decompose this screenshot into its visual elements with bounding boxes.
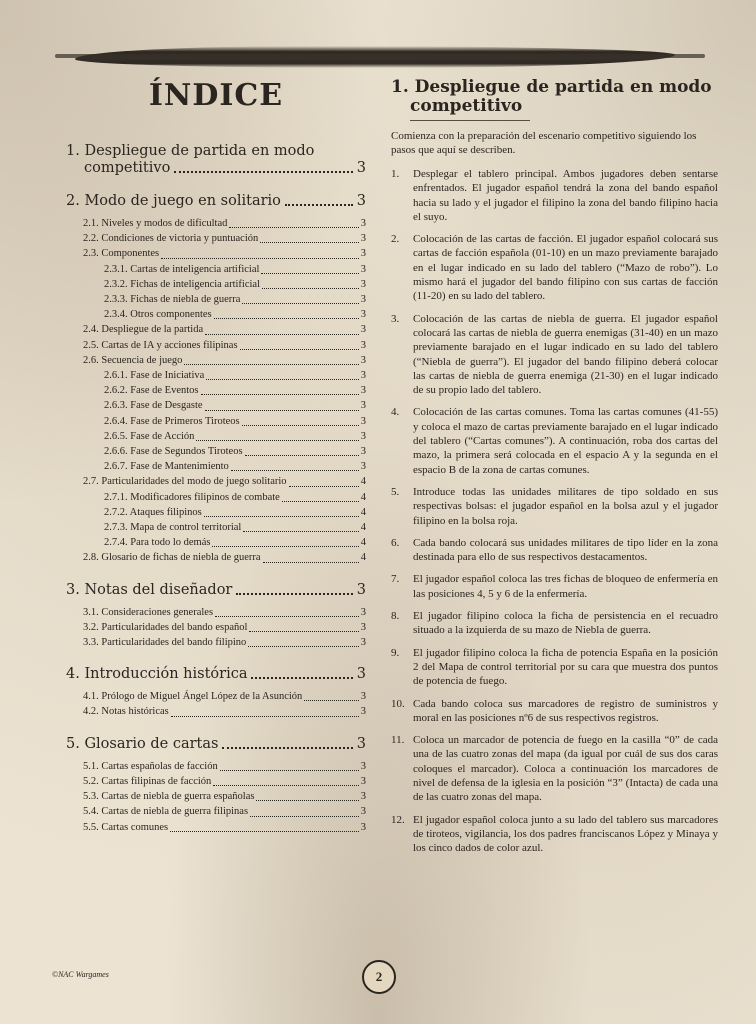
section-heading-line1: 1. Despliegue de partida en modo bbox=[391, 77, 712, 97]
toc-entry[interactable] bbox=[66, 368, 366, 383]
step-text: El jugador español coloca junto a su lado del tablero sus marcadores de tiroteos, vigilancia, los dos padres franciscanos López y Minaya y los cinco dados de color azul. bbox=[413, 813, 718, 855]
step-text: Cada bando coloca sus marcadores de registro de suministros y moral en las posiciones nº6 de sus respectivos registros. bbox=[413, 697, 718, 724]
toc-entry-label: 5.5. Cartas comunes bbox=[83, 821, 169, 833]
toc-entry[interactable] bbox=[66, 635, 366, 650]
toc-page-number: 3 bbox=[356, 735, 366, 752]
toc-page-number: 3 bbox=[360, 606, 366, 618]
toc-entry-label: 2.3.3. Fichas de niebla de guerra bbox=[104, 294, 241, 306]
section-heading bbox=[391, 78, 718, 121]
section-heading-line2: competitivo bbox=[410, 96, 523, 116]
toc-page-number: 4 bbox=[360, 552, 366, 564]
toc-page-number: 3 bbox=[360, 446, 366, 458]
toc-entry[interactable] bbox=[66, 231, 366, 246]
toc-page-number: 3 bbox=[360, 760, 366, 772]
step-text: Colocación de las cartas comunes. Toma las cartas comunes (41-55) y coloca el mazo de cartas previamente barajado en el lugar indicado del tablero (“Cartas comunes”). A continuación, roba dos cartas del mazo, la primera será colocada en el espacio A y la segunda en el espacio B de la zona de cartas comunes. bbox=[413, 406, 718, 476]
toc-entry[interactable] bbox=[66, 246, 366, 261]
toc-page-number: 3 bbox=[360, 806, 366, 818]
toc-title: ÍNDICE bbox=[148, 78, 284, 113]
toc-entry[interactable] bbox=[66, 759, 366, 774]
toc-page-number: 3 bbox=[360, 461, 366, 473]
toc-page-number: 3 bbox=[360, 354, 366, 366]
dot-leader bbox=[240, 349, 359, 350]
dot-leader bbox=[245, 455, 359, 456]
toc-page-number: 4 bbox=[360, 537, 366, 549]
toc-section-group bbox=[66, 582, 366, 651]
toc-entry[interactable] bbox=[66, 474, 366, 489]
setup-step bbox=[391, 646, 718, 689]
toc-entry-label: 2.8. Glosario de fichas de niebla de guerra bbox=[83, 552, 261, 564]
setup-step bbox=[391, 536, 718, 565]
toc-entry[interactable] bbox=[66, 216, 366, 231]
dot-leader bbox=[184, 364, 358, 365]
toc-page-number: 3 bbox=[360, 218, 366, 229]
step-text: El jugador filipino coloca la ficha de potencia España en la posición 2 del Mapa de control territorial por su cara que muestra dos puntos de potencia de fuego. bbox=[413, 646, 718, 688]
toc-page-number: 3 bbox=[360, 263, 366, 275]
step-number: 9. bbox=[391, 646, 400, 659]
dot-leader bbox=[204, 516, 359, 517]
toc-entry[interactable] bbox=[66, 535, 366, 550]
toc-entry-label: 2.7.1. Modificadores filipinos de combate bbox=[104, 491, 280, 503]
toc-entry[interactable] bbox=[66, 490, 366, 505]
toc-section-group bbox=[66, 666, 366, 719]
toc-section-group bbox=[66, 143, 366, 177]
toc-entry-label: 2.7.3. Mapa de control territorial bbox=[104, 522, 242, 534]
toc-section-heading[interactable] bbox=[66, 193, 366, 210]
toc-entry-label: 2.3.2. Fichas de inteligencia artificial bbox=[104, 278, 260, 290]
toc-page-number: 3 bbox=[360, 339, 366, 351]
intro-paragraph: Comienza con la preparación del escenario competitivo siguiendo los pasos que aquí se describen. bbox=[391, 130, 697, 156]
dot-leader bbox=[251, 677, 352, 679]
dot-leader bbox=[289, 486, 359, 487]
step-number: 11. bbox=[391, 734, 405, 747]
setup-step bbox=[391, 312, 718, 398]
dot-leader bbox=[215, 616, 359, 617]
page-number: 2 bbox=[362, 960, 396, 994]
toc-entry-label: 4.1. Prólogo de Miguel Ángel López de la Asunción bbox=[83, 691, 303, 703]
toc-page-number: 3 bbox=[360, 233, 366, 245]
toc-section-title: 2. Modo de juego en solitario bbox=[66, 193, 281, 209]
dot-leader bbox=[304, 700, 358, 701]
toc-entry[interactable] bbox=[66, 820, 366, 835]
toc-page-number: 3 bbox=[360, 706, 366, 718]
toc-page-number: 3 bbox=[356, 193, 366, 209]
setup-step bbox=[391, 572, 718, 601]
toc-section-heading[interactable] bbox=[66, 666, 366, 683]
toc-entry[interactable] bbox=[66, 605, 366, 620]
toc-entry[interactable] bbox=[66, 262, 366, 277]
dot-leader bbox=[285, 204, 353, 206]
toc-entry-label: 2.6.5. Fase de Acción bbox=[104, 430, 195, 442]
toc-entry[interactable] bbox=[66, 789, 366, 804]
toc-entry[interactable] bbox=[66, 774, 366, 789]
toc-entry-label: 2.6. Secuencia de juego bbox=[83, 354, 183, 366]
toc-body bbox=[66, 143, 366, 835]
dot-leader bbox=[201, 394, 359, 395]
toc-entry-label: 2.3.4. Otros componentes bbox=[104, 309, 212, 321]
step-text: Coloca un marcador de potencia de fuego en la casilla “0” de cada una de las cuatro zonas del mapa (da igual por cuál de sus dos caras coloques el marcador). Coloca a continuación los marcadores de nivel de defensa de la iglesia en la posición “3” (Intacta) de cada una de las cuatro zonas del mapa. bbox=[413, 734, 718, 804]
step-number: 8. bbox=[391, 610, 400, 623]
step-text: Cada bando colocará sus unidades militares de tipo líder en la zona destinada para ello de sus respectivos destacamentos. bbox=[413, 536, 718, 564]
setup-step bbox=[391, 813, 718, 856]
toc-entry[interactable] bbox=[66, 459, 366, 474]
dot-leader bbox=[256, 800, 358, 801]
setup-step bbox=[391, 733, 718, 804]
toc-entry-label: 2.6.7. Fase de Mantenimiento bbox=[104, 461, 229, 473]
toc-entry-label: 2.6.1. Fase de Iniciativa bbox=[104, 370, 205, 382]
step-text: Desplegar el tablero principal. Ambos jugadores deben sentarse enfrentados. El jugador español tendrá la zona del bando español hacia su lado y el jugador el filipino la zona del bando filipino hacia el suyo. bbox=[413, 168, 718, 223]
heading-underline bbox=[410, 120, 530, 121]
toc-entry[interactable] bbox=[66, 520, 366, 535]
toc-entry[interactable] bbox=[66, 414, 366, 429]
toc-section-group bbox=[66, 736, 366, 835]
toc-entry-label: 5.1. Cartas españolas de facción bbox=[83, 760, 218, 772]
toc-entry-label: 2.6.2. Fase de Eventos bbox=[104, 385, 199, 397]
dot-leader bbox=[174, 171, 352, 173]
step-number: 5. bbox=[391, 485, 400, 498]
dot-leader bbox=[260, 242, 358, 243]
copyright-credit: ©NAC Wargames bbox=[52, 970, 109, 979]
toc-entry-label: 4.2. Notas históricas bbox=[83, 706, 169, 718]
toc-entry-label: 2.6.6. Fase de Segundos Tiroteos bbox=[104, 446, 243, 458]
toc-entry-label: 2.6.3. Fase de Desgaste bbox=[104, 400, 203, 412]
step-number: 6. bbox=[391, 536, 400, 549]
setup-step bbox=[391, 609, 718, 638]
dot-leader bbox=[214, 318, 359, 319]
toc-entry-label: 3.2. Particularidades del bando español bbox=[83, 621, 248, 633]
dot-leader bbox=[212, 546, 358, 547]
dot-leader bbox=[170, 831, 359, 832]
dot-leader bbox=[171, 716, 359, 717]
step-text: El jugador español coloca las tres fichas de bloqueo de enfermería en las posiciones 4, 5 y 6 de la enfermería. bbox=[413, 573, 718, 600]
toc-entry-label: 5.2. Cartas filipinas de facción bbox=[83, 775, 212, 787]
dot-leader bbox=[229, 227, 358, 228]
toc-page-number: 4 bbox=[360, 491, 366, 503]
toc-page-number: 3 bbox=[360, 637, 366, 649]
toc-entry-label: 2.3.1. Cartas de inteligencia artificial bbox=[104, 263, 260, 275]
toc-entry[interactable] bbox=[66, 620, 366, 635]
toc-page-number: 3 bbox=[360, 370, 366, 382]
setup-step bbox=[391, 405, 718, 476]
step-text: Introduce todas las unidades militares de tipo soldado en sus respectivas bolsas: el jugador español en la bolsa azul y el jugador filipino en la bolsa roja. bbox=[413, 485, 718, 527]
toc-page-number: 3 bbox=[356, 160, 366, 176]
toc-page-number: 4 bbox=[360, 522, 366, 534]
toc-entry-label: 5.3. Cartas de niebla de guerra españolas bbox=[83, 791, 255, 803]
toc-page-number: 3 bbox=[360, 791, 366, 803]
step-text: El jugador filipino coloca la ficha de persistencia en el recuadro situado a la izquierda de su mazo de Niebla de guerra. bbox=[413, 610, 718, 637]
toc-section-group bbox=[66, 193, 366, 566]
step-number: 1. bbox=[391, 168, 400, 180]
toc-page-number: 3 bbox=[360, 821, 366, 833]
toc-entry[interactable] bbox=[66, 804, 366, 819]
dot-leader bbox=[261, 273, 358, 274]
toc-entry-label: 2.7.2. Ataques filipinos bbox=[104, 506, 202, 518]
step-text: Colocación de las cartas de niebla de guerra. El jugador español colocará las cartas de niebla de guerra enemigas (31-40) en un mazo previamente barajado en el lugar indicado en su lado del tablero (“Niebla de guerra”). El jugador del bando filipino deberá colocar las cartas de niebla de guerra enemiga (21-30) en el lugar indicado de su propio lado del tablero. bbox=[413, 312, 718, 397]
step-number: 10. bbox=[391, 697, 405, 710]
setup-step bbox=[391, 232, 718, 303]
toc-page-number: 4 bbox=[360, 476, 366, 488]
toc-page-number: 3 bbox=[360, 691, 366, 703]
toc-entry[interactable] bbox=[66, 383, 366, 398]
toc-entry[interactable] bbox=[66, 704, 366, 719]
dot-leader bbox=[250, 816, 359, 817]
step-number: 12. bbox=[391, 813, 405, 826]
toc-entry[interactable] bbox=[66, 444, 366, 459]
dot-leader bbox=[205, 410, 359, 411]
toc-entry[interactable] bbox=[66, 353, 366, 368]
toc-section-heading[interactable] bbox=[66, 143, 366, 177]
dot-leader bbox=[213, 785, 358, 786]
toc-page-number: 3 bbox=[360, 415, 366, 427]
dot-leader bbox=[236, 593, 352, 595]
toc-entry[interactable] bbox=[66, 338, 366, 353]
table-of-contents bbox=[66, 78, 366, 851]
toc-section-title-continued bbox=[66, 160, 366, 177]
toc-entry[interactable] bbox=[66, 398, 366, 413]
toc-entry-label: 2.6.4. Fase de Primeros Tiroteos bbox=[104, 415, 240, 427]
dot-leader bbox=[205, 334, 359, 335]
dot-leader bbox=[220, 770, 359, 771]
dot-leader bbox=[242, 425, 359, 426]
toc-entry[interactable] bbox=[66, 322, 366, 337]
toc-page-number: 3 bbox=[360, 309, 366, 321]
toc-section-title: 3. Notas del diseñador bbox=[66, 581, 233, 598]
step-number: 3. bbox=[391, 312, 400, 325]
toc-entry-label: 2.2. Condiciones de victoria y puntuación bbox=[83, 233, 259, 245]
dot-leader bbox=[231, 470, 359, 471]
step-number: 7. bbox=[391, 573, 400, 586]
toc-page-number: 3 bbox=[360, 278, 366, 290]
toc-page-number: 3 bbox=[360, 621, 366, 633]
toc-page-number: 3 bbox=[360, 248, 366, 260]
toc-section-title: 5. Glosario de cartas bbox=[66, 735, 219, 752]
dot-leader bbox=[161, 258, 359, 259]
toc-entry[interactable] bbox=[66, 505, 366, 520]
toc-section-title: 1. Despliegue de partida en modo bbox=[66, 143, 315, 159]
toc-entry-label: 5.4. Cartas de niebla de guerra filipinas bbox=[83, 806, 249, 818]
step-text: Colocación de las cartas de facción. El jugador español colocará sus cartas de facción española (01-10) en un mazo previamente barajado en el lugar indicado en su lado del tablero (“Mazo de robo”). Lo mismo hará el jugador del bando filipino con sus cartas de facción (11-20) en su lado del tablero. bbox=[413, 233, 718, 303]
dot-leader bbox=[206, 379, 358, 380]
dot-leader bbox=[262, 288, 359, 289]
dot-leader bbox=[196, 440, 358, 441]
toc-entry-label: 3.3. Particularidades del bando filipino bbox=[83, 637, 247, 649]
dot-leader bbox=[243, 531, 358, 532]
toc-entry[interactable] bbox=[66, 429, 366, 444]
dot-leader bbox=[242, 303, 358, 304]
toc-page-number: 3 bbox=[360, 324, 366, 336]
setup-step bbox=[391, 167, 718, 224]
step-number: 4. bbox=[391, 406, 400, 419]
brush-stroke-divider bbox=[75, 46, 675, 68]
toc-entry-label: 3.1. Consideraciones generales bbox=[83, 606, 214, 618]
toc-section-title: 4. Introducción histórica bbox=[66, 666, 248, 683]
toc-entry[interactable] bbox=[66, 307, 366, 322]
toc-section-heading[interactable] bbox=[66, 582, 366, 599]
toc-section-heading[interactable] bbox=[66, 736, 366, 753]
toc-page-number: 3 bbox=[360, 385, 366, 397]
toc-page-number: 3 bbox=[360, 430, 366, 442]
toc-entry[interactable] bbox=[66, 277, 366, 292]
toc-entry-label: 2.1. Niveles y modos de dificultad bbox=[83, 218, 228, 229]
main-column bbox=[391, 78, 718, 863]
toc-page-number: 3 bbox=[356, 666, 366, 683]
toc-entry[interactable] bbox=[66, 550, 366, 565]
toc-entry-label: 2.5. Cartas de IA y acciones filipinas bbox=[83, 339, 238, 351]
toc-entry-label: 2.7. Particularidades del modo de juego solitario bbox=[83, 476, 287, 488]
dot-leader bbox=[222, 747, 352, 749]
toc-entry-label: 2.3. Componentes bbox=[83, 248, 160, 260]
toc-entry-label: 2.7.4. Para todo lo demás bbox=[104, 537, 211, 549]
toc-page-number: 3 bbox=[356, 581, 366, 598]
setup-step bbox=[391, 697, 718, 726]
toc-page-number: 3 bbox=[360, 400, 366, 412]
toc-entry[interactable] bbox=[66, 689, 366, 704]
toc-page-number: 4 bbox=[360, 506, 366, 518]
toc-page-number: 3 bbox=[360, 294, 366, 306]
step-number: 2. bbox=[391, 233, 400, 246]
toc-entry[interactable] bbox=[66, 292, 366, 307]
toc-page-number: 3 bbox=[360, 775, 366, 787]
toc-entry-label: 2.4. Despliegue de la partida bbox=[83, 324, 204, 336]
setup-step bbox=[391, 485, 718, 528]
steps-list bbox=[391, 167, 718, 855]
dot-leader bbox=[263, 562, 359, 563]
toc-section-title-line2: competitivo bbox=[84, 160, 171, 176]
dot-leader bbox=[248, 646, 358, 647]
dot-leader bbox=[282, 501, 359, 502]
dot-leader bbox=[249, 631, 358, 632]
